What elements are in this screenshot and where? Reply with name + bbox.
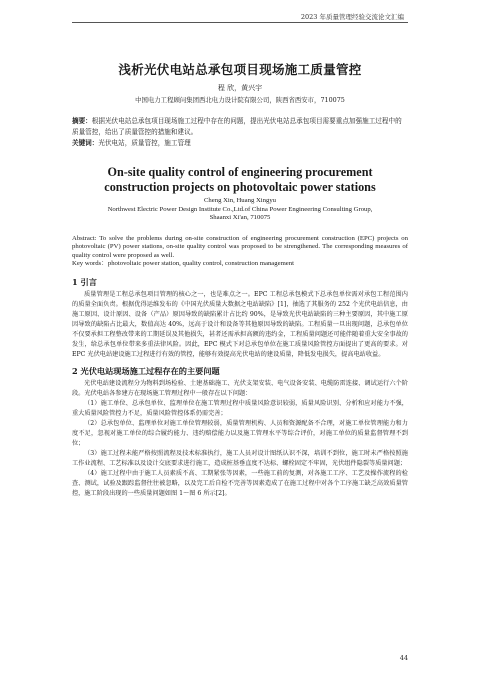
section-2-item-1: （1）施工单位、总承包单位、监理单位在施工管理过程中质量风险意识较弱，质量风险识别、分析和应对能力不强，重大质量风险管控力不足，质量风险管控体系仍需完善；: [72, 399, 408, 417]
page-number: 44: [399, 654, 408, 662]
chinese-affiliation: 中国电力工程顾问集团西北电力设计院有限公司，陕西省西安市，710075: [135, 96, 345, 104]
section-2-item-4: （4）施工过程中由于施工人员素质不高、工期紧张等因素，一些施工前的复测，对各施工工序、工艺及操作流程的检查、测试，试验及跟踪监督往往被忽略，以及完工后自检不完善等因素造成了在施工过程中对各个工序施工缺乏高效质量管控，施工阶段出现的一些质量问题如图 1～图 6 所示[2]。: [72, 469, 408, 497]
english-keywords: [72, 260, 408, 269]
english-affiliation-line-1: Northwest Electric Power Design Institute Co.,Ltd.of China Power Engineering Consulting Group,: [107, 205, 373, 213]
header-rule: [72, 22, 408, 23]
english-title-line-1: On-site quality control of engineering procurement: [107, 165, 373, 179]
english-authors: Cheng Xin, Huang Xingyu: [203, 197, 277, 204]
section-2-item-2: （2）总承包单位、监理单位对施工单位管理较弱，质量管理机构、人员和资源配备不合理，对施工单位管理能力和力度不足，忽视对施工单位的综合履约能力、违约赔偿能力以及施工管理水平等综合评价，对施工单位的质量监督管理不到位；: [72, 419, 408, 447]
article-body: [72, 30, 408, 499]
section-2-heading: 2 光伏电站现场施工过程存在的主要问题: [72, 365, 220, 376]
chinese-abstract: [72, 116, 408, 138]
english-title-line-2: construction projects on photovoltaic power stations: [104, 180, 376, 194]
chinese-keywords: [72, 138, 408, 149]
section-1-paragraph: 质量管理是工程总承包项目管理的核心之一，也是难点之一。EPC 工程总承包模式下总承包单位需对承包工程范围内的质量全面负责。根据优得运维发布的《中国光伏质量大数据之电站缺陷》[1]，抽选了其服务的 252 个光伏电站信息，由施工原因、设计原因、设备（产品）原因导致的缺陷累计占比约 90%，是导致光伏电站缺陷的三种主要原因，其中施工原因导致的缺陷占比最大，数值高达 40%，远高于设计和设备等其他原因导致的缺陷。工程质量一旦出现问题，总承包单位不仅要承担工程整改带来的工期延误及其他损失，甚者还需承担高额的违约金，工程质量问题还可能伴随着重大安全事故的发生，给总承包单位带来多重法律风险。因此，EPC 模式下对总承包单位在施工质量风险管控方面提出了更高的要求。对 EPC 光伏电站建设施工过程进行有效的管控，能够有效提高光伏电站的建设质量，降低发电损失，提高电站收益。: [72, 290, 408, 358]
chinese-title: 浅析光伏电站总承包项目现场施工质量管控: [118, 62, 362, 77]
section-2-intro: 光伏电站建设流程分为物料到场检验、土建基础施工、光伏支架安装、电气设备安装、电缆防雷连接、调试运行六个阶段。光伏电站各参建方在现场施工管理过程中一般存在以下问题：: [72, 379, 408, 397]
english-abstract-text: To solve the problems during on-site construction of engineering procurement construction (EPC) projects on photovoltaic (PV) power stations, on-site quality control was proposed to be strengthened. The corresponding measures of quality control were proposed as well.: [72, 234, 408, 259]
english-affiliation-line-2: Shaanxi Xi'an, 710075: [209, 214, 271, 221]
chinese-keywords-text: 光伏电站，质量管控，施工管理: [98, 139, 191, 147]
english-keywords-label: Key words：: [72, 260, 108, 268]
running-header: 2023 年质量管理经验交流论文汇编: [300, 13, 404, 21]
chinese-keywords-label: 关键词：: [72, 139, 99, 147]
english-title: [72, 165, 408, 195]
english-abstract-label: Abstract:: [72, 234, 97, 242]
chinese-authors: 程 欣，黄兴宇: [217, 84, 263, 92]
chinese-abstract-text: 根据光伏电站总承包项目现场施工过程中存在的问题，提出光伏电站总承包项目需要重点加强施工过程中的质量管控，给出了质量管控的措施和建议。: [72, 117, 402, 136]
english-abstract: [72, 235, 408, 261]
chinese-abstract-label: 摘要：: [72, 117, 92, 125]
english-keywords-text: photovoltaic power station, quality control, construction management: [107, 260, 294, 268]
section-2-item-3: （3）施工过程未能严格按照流程及技术标准执行，施工人员对设计图纸认识不深，培训不到位，施工时未严格按照施工作业流程、工艺标准以及设计交底要求进行施工，造成桩基垂直度不达标、螺栓固定不牢固，光伏组件隐裂等质量问题；: [72, 449, 408, 467]
section-1-heading: 1 引言: [72, 276, 97, 287]
